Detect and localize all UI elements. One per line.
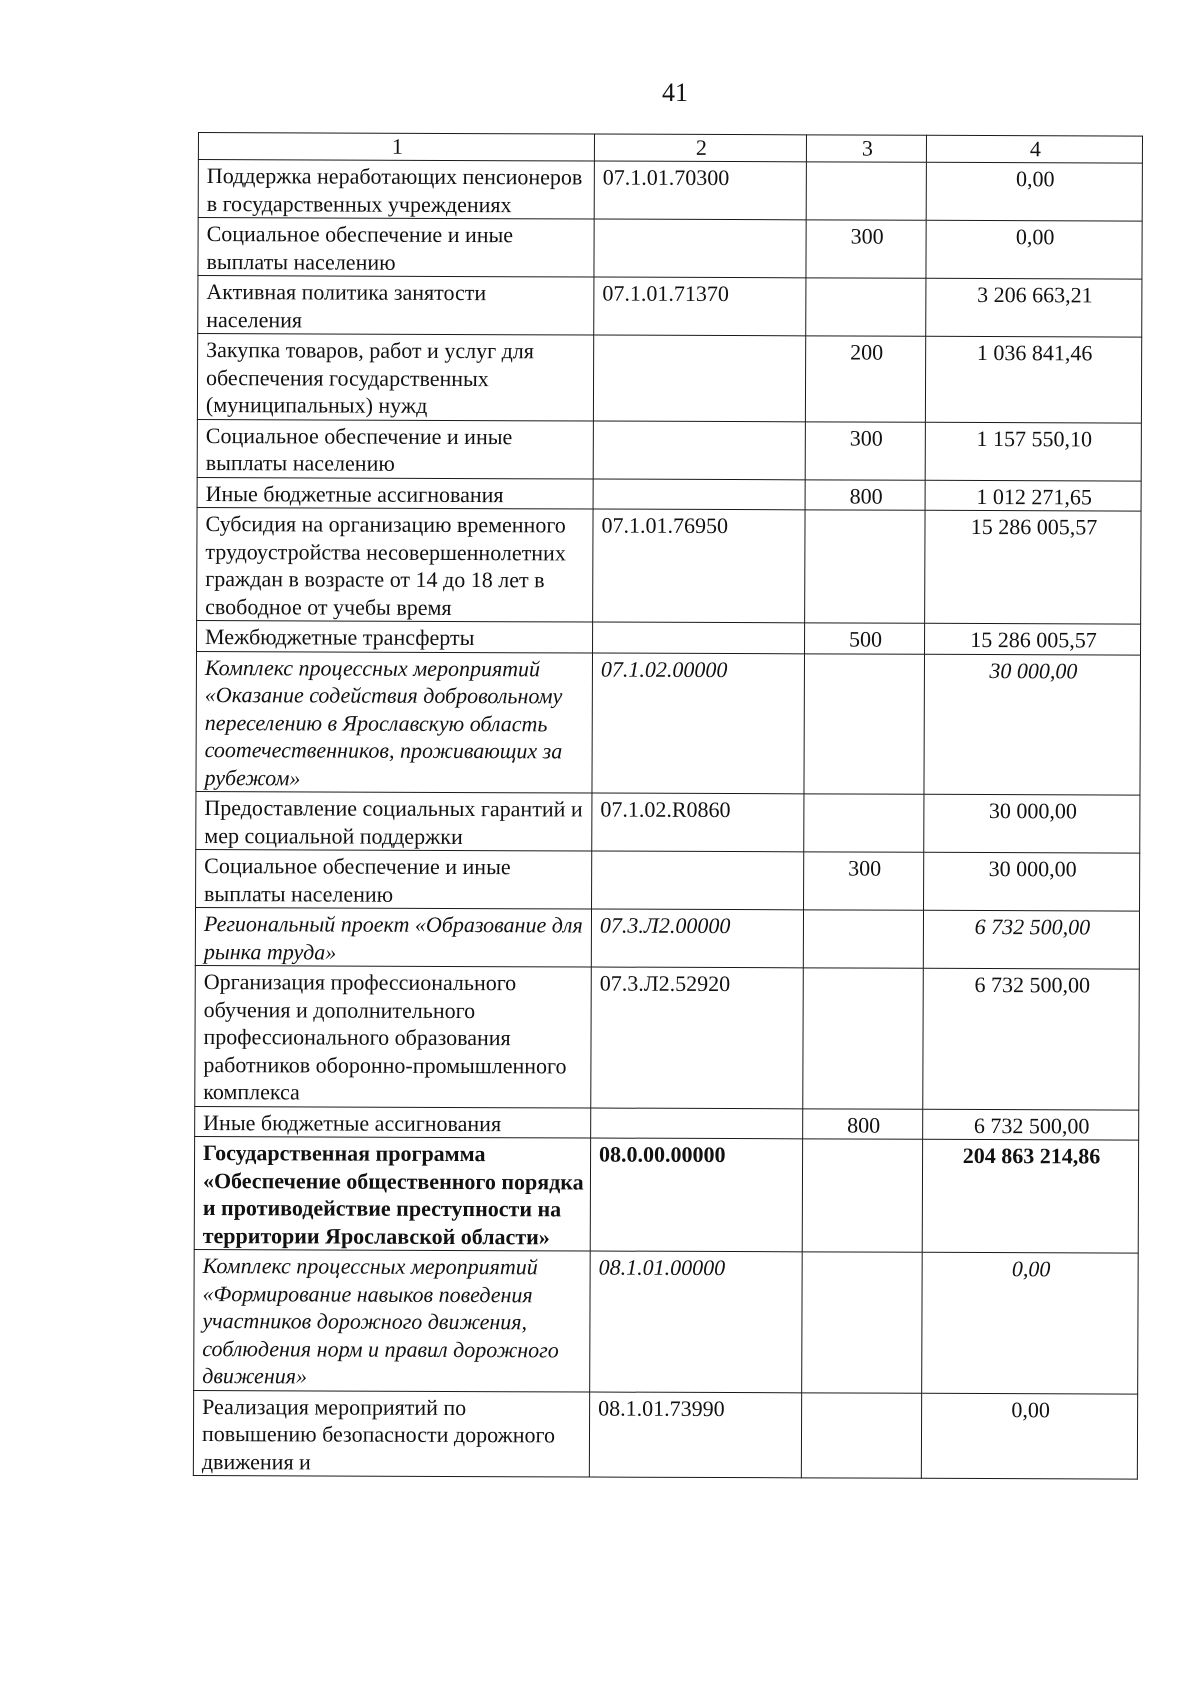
row-code-cell	[593, 335, 805, 421]
row-name-cell: Активная политика занятости населения	[198, 276, 594, 336]
table-row	[197, 620, 1141, 654]
row-expense-type-cell: 800	[803, 1108, 923, 1139]
header-row	[198, 133, 1142, 164]
row-amount-cell: 30 000,00	[924, 794, 1140, 853]
row-code-cell	[593, 622, 805, 653]
row-amount-cell: 0,00	[922, 1252, 1139, 1393]
page-number: 41	[662, 78, 688, 107]
table-row	[193, 1390, 1137, 1479]
row-code-cell: 08.0.00.00000	[590, 1138, 802, 1252]
row-expense-type-cell	[803, 968, 924, 1109]
row-amount-cell: 15 286 005,57	[925, 623, 1141, 654]
table-body	[193, 160, 1142, 1480]
row-amount-cell: 6 732 500,00	[923, 910, 1139, 969]
row-expense-type-cell: 300	[806, 220, 926, 278]
row-expense-type-cell: 300	[804, 852, 924, 910]
row-name-cell: Субсидия на организацию временного трудоустройства несовершеннолетних граждан в возрасте от 14 до 18 лет в свободное от учебы время	[197, 507, 593, 622]
row-expense-type-cell	[803, 910, 923, 968]
row-name-cell: Иные бюджетные ассигнования	[197, 477, 593, 509]
row-code-cell	[594, 219, 806, 278]
row-amount-cell: 1 157 550,10	[925, 422, 1141, 481]
row-expense-type-cell	[804, 794, 924, 852]
row-code-cell: 07.3.Л2.52920	[591, 967, 804, 1108]
table-row	[195, 965, 1140, 1109]
row-code-cell	[593, 479, 805, 510]
row-amount-cell: 30 000,00	[924, 852, 1140, 911]
table-row	[194, 1136, 1138, 1253]
row-name-cell: Социальное обеспечение и иные выплаты населению	[196, 849, 592, 909]
table-row	[196, 849, 1140, 911]
table-row	[197, 477, 1141, 511]
table-row	[197, 334, 1141, 423]
table-row	[198, 276, 1142, 338]
row-amount-cell: 0,00	[921, 1393, 1137, 1479]
column-header-3: 3	[806, 135, 926, 162]
table-row	[198, 160, 1142, 222]
row-amount-cell: 15 286 005,57	[925, 510, 1141, 624]
row-code-cell	[591, 1108, 803, 1139]
row-expense-type-cell: 200	[805, 336, 925, 422]
column-header-2: 2	[594, 134, 806, 162]
row-name-cell: Межбюджетные трансферты	[197, 620, 593, 652]
row-expense-type-cell	[802, 1252, 923, 1393]
row-expense-type-cell: 300	[805, 421, 925, 479]
row-amount-cell: 1 036 841,46	[925, 336, 1141, 422]
row-name-cell: Предоставление социальных гарантий и мер социальной поддержки	[196, 791, 592, 851]
row-expense-type-cell	[806, 162, 926, 220]
row-code-cell	[592, 851, 804, 910]
table-row	[194, 1249, 1139, 1393]
row-code-cell: 07.1.01.71370	[594, 277, 806, 336]
table-row	[195, 907, 1139, 969]
row-code-cell: 08.1.01.73990	[589, 1392, 801, 1478]
row-amount-cell: 1 012 271,65	[925, 480, 1141, 511]
row-name-cell: Комплекс процессных мероприятий «Оказание содействия добровольному переселению в Ярославскую область соотечественников, проживающих за рубежом»	[196, 651, 593, 793]
row-expense-type-cell	[805, 510, 925, 623]
row-code-cell: 07.3.Л2.00000	[591, 909, 803, 968]
row-code-cell: 07.1.02.00000	[592, 653, 805, 794]
row-amount-cell: 6 732 500,00	[923, 1109, 1139, 1140]
row-name-cell: Поддержка неработающих пенсионеров в государственных учреждениях	[198, 160, 594, 220]
row-amount-cell: 0,00	[926, 162, 1142, 221]
row-amount-cell: 0,00	[926, 220, 1142, 279]
table-row	[196, 791, 1140, 853]
budget-table-wrapper	[193, 132, 1142, 1480]
row-name-cell: Комплекс процессных мероприятий «Формирование навыков поведения участников дорожного движения, соблюдения норм и правил дорожного движения»	[194, 1249, 591, 1391]
row-amount-cell: 204 863 214,86	[922, 1139, 1138, 1253]
table-row	[195, 1106, 1139, 1140]
row-expense-type-cell	[804, 653, 925, 794]
row-code-cell: 07.1.02.R0860	[592, 793, 804, 852]
row-name-cell: Организация профессионального обучения и дополнительного профессионального образования работников оборонно-промышленного комплекса	[195, 965, 592, 1107]
table-row	[196, 651, 1141, 795]
column-header-4: 4	[926, 135, 1142, 163]
row-name-cell: Закупка товаров, работ и услуг для обеспечения государственных (муниципальных) нужд	[197, 334, 593, 421]
row-name-cell: Социальное обеспечение и иные выплаты населению	[198, 218, 594, 278]
row-name-cell: Социальное обеспечение и иные выплаты населению	[197, 419, 593, 479]
row-name-cell: Иные бюджетные ассигнования	[195, 1106, 591, 1138]
table-row	[198, 218, 1142, 280]
row-expense-type-cell	[801, 1392, 921, 1478]
row-expense-type-cell	[806, 278, 926, 336]
row-amount-cell: 6 732 500,00	[923, 968, 1140, 1109]
row-expense-type-cell: 800	[805, 479, 925, 510]
row-name-cell: Реализация мероприятий по повышению безопасности дорожного движения и	[193, 1390, 589, 1477]
row-code-cell	[593, 421, 805, 480]
table-row	[197, 419, 1141, 481]
row-code-cell: 08.1.01.00000	[590, 1251, 803, 1392]
budget-table	[193, 132, 1143, 1480]
row-expense-type-cell	[802, 1139, 922, 1252]
table-row	[197, 507, 1141, 624]
row-code-cell: 07.1.01.76950	[593, 509, 805, 623]
row-amount-cell: 30 000,00	[924, 654, 1141, 795]
row-code-cell: 07.1.01.70300	[594, 161, 806, 220]
column-header-1: 1	[198, 133, 594, 162]
row-amount-cell: 3 206 663,21	[926, 278, 1142, 337]
row-name-cell: Государственная программа «Обеспечение общественного порядка и противодействие преступности на территории Ярославской области»	[194, 1136, 590, 1251]
row-expense-type-cell: 500	[805, 623, 925, 654]
row-name-cell: Региональный проект «Образование для рынка труда»	[195, 907, 591, 967]
